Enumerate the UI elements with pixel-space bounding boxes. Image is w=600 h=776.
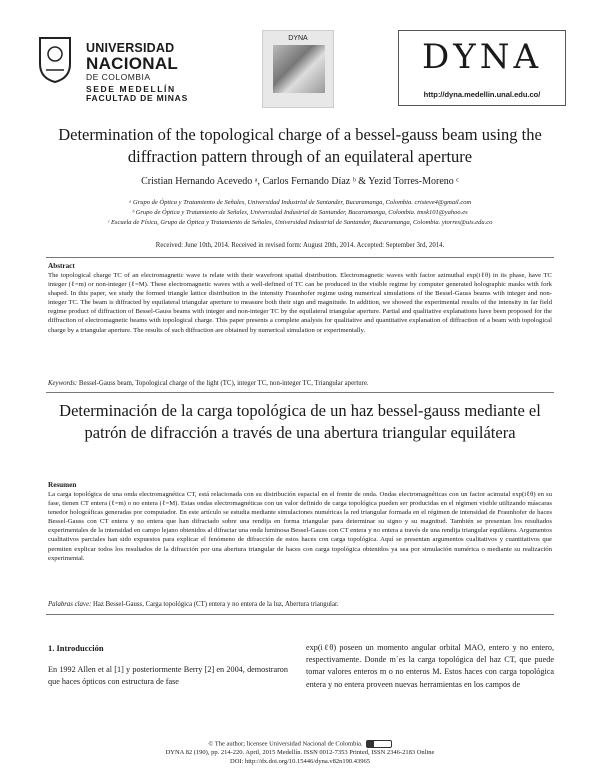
cover-image — [273, 45, 325, 93]
affiliations — [40, 198, 560, 228]
resumen-text: La carga topológica de una onda electromagnética CT, está relacionada con su distribución espacial en el frente de onda. Ondas electromagnéticas con un factor acimutal exp(iℓθ) en su fase, tienen CT entera (ℓ=m) o no entera (ℓ=M). Estas ondas electromagnéticas con un valor definido de carga topológica pueden ser producidas en el régimen visible utilizando máscaras tenedor holográficas generadas por computador. En este artículo se estudia mediante simulaciones numéricas la red triangular formada en el régimen de intensidad de Fraunhofer de haces Bessel-Gauss con CT entera y no entera que han difractado sobre una rendija en forma triangular para determinar su signo y su magnitud. También se presentan los resultados experimentales de la intensidad en campo lejano obtenidos al difractar una onda luminosa Bessel-Gauss con CT entera y no entera a través de una rendija triangular equilátera. Argumentos cualitativos parciales han sido expuestos para explicar el fenómeno de difracción de estos haces con carga topológica. Aquí se presentan argumentos cualitativos y cuantitativos que permiten explicar todos los resultados de la difracción por una abertura triangular de haces con carga topológica obtenidos ya sea por simulación numérica o mediante su realización experimental. — [48, 491, 552, 562]
keywords-text: Bessel-Gauss beam, Topological charge of the light (TC), integer TC, non-integer TC, Triangular aperture. — [78, 380, 369, 387]
paper-title-es: Determinación de la carga topológica de un haz bessel-gauss mediante el patrón de difracción a través de una abertura triangular equilátera — [59, 401, 541, 442]
received-dates: Received: June 10th, 2014. Received in revised form: August 20th, 2014. Accepted: September 3rd, 2014. — [155, 242, 445, 249]
affiliation-b: ᵇ Grupo de Óptica y Tratamiento de Señales, Universidad Industrial de Santander, Bucaramanga, Colombia. tmsk101@yahoo.es — [132, 209, 468, 216]
column-left — [48, 642, 288, 689]
palabras-label: Palabras clave: — [48, 601, 92, 608]
university-line2: NACIONAL — [86, 53, 179, 73]
journal-name: DYNA — [421, 37, 542, 77]
page-footer — [40, 740, 560, 767]
column-right — [306, 642, 554, 691]
abstract-heading: Abstract — [48, 262, 75, 270]
copyright-line: © The author; licensee Universidad Nacional de Colombia. — [40, 740, 560, 749]
cover-title: DYNA — [288, 35, 308, 42]
journal-masthead — [398, 30, 566, 106]
section-heading: 1. Introducción — [48, 643, 104, 653]
section-text-right: exp(iℓθ) poseen un momento angular orbital MAO, entero y no entero, respectivamente. Donde m´es la carga topológica del haz CT, que puede tomar valores enteros m o no enteros M. Estos haces con carga topológica entera y no entera proveen nuevas herramientas en los campos de — [306, 643, 554, 689]
university-line3: DE COLOMBIA — [86, 71, 151, 82]
divider — [46, 614, 554, 615]
doi-line[interactable]: DOI: http://dx.doi.org/10.15446/dyna.v82n190.43965 — [230, 758, 370, 766]
journal-url[interactable]: http://dyna.medellin.unal.edu.co/ — [423, 90, 541, 99]
university-name — [86, 42, 188, 102]
resumen-heading: Resumen — [48, 481, 77, 489]
page-header — [36, 28, 566, 108]
university-line1: UNIVERSIDAD — [86, 41, 175, 55]
divider — [46, 392, 554, 393]
divider — [46, 257, 554, 258]
palabras-clave — [48, 601, 552, 608]
affiliation-c: ᶜ Escuela de Física, Grupo de Óptica y Tratamiento de Señales, Universidad Industrial de Santander, Bucaramanga, Colombia. ytorres@uis.edu.co — [107, 219, 493, 226]
affiliation-a: ᵃ Grupo de Óptica y Tratamiento de Señales, Universidad Industrial de Santander, Bucaramanga, Colombia. cristeve4@gmail.com — [128, 199, 472, 206]
abstract-text: The topological charge TC of an electromagnetic wave is relate with their wavefront spatial distribution. Electromagnetic waves with factor azimuthal exp(iℓθ) in its phase, have TC integer (ℓ=m) or non-integer (ℓ=M). These electromagnetic waves with a well-defined of TC can be produced in the visible regime by computer generated holographic masks with fork shaped. In this paper, we study the formed triangle lattice distribution in the intensity Fraunhofer regime using numerical simulations of the Bessel-Gauss beams with integer and non-integer TC. The beam is diffracted by equilateral triangular aperture to measure both their sign and magnitude. In addition, we showed the experimental results of the intensity in far field regime product of diffraction of Bessel-Gauss beams with integer and non-integer TC by the equilateral triangular aperture. Partial and qualitative explanations have been proposed for the diffraction of electromagnetic beams with topological charge. This paper presents a complete analysis for qualitative and quantitative explanation of diffraction of a beam with topological charge by a triangular aperture. The results of such diffraction are obtained by numerical simulation or experimentally. — [48, 272, 552, 334]
journal-cover-thumbnail — [262, 30, 334, 108]
keywords-label: Keywords: — [48, 380, 78, 387]
paper-title-en: Determination of the topological charge of a bessel-gauss beam using the diffraction pattern through of an equilateral aperture — [58, 125, 542, 166]
keywords — [48, 380, 552, 387]
university-shield-icon — [36, 34, 74, 84]
cc-license-icon — [366, 740, 392, 748]
authors-line: Cristian Hernando Acevedo ᵃ, Carlos Fernando Díaz ᵇ & Yezid Torres-Moreno ᶜ — [141, 176, 459, 187]
citation-line: DYNA 82 (190), pp. 214-220. April, 2015 Medellín. ISSN 0012-7353 Printed, ISSN 2346-2183 Online — [165, 749, 435, 757]
palabras-text: Haz Bessel-Gauss, Carga topológica (CT) entera y no entera de la luz, Abertura triangular. — [92, 601, 339, 608]
sede-label: SEDE MEDELLÍN — [86, 84, 176, 94]
section-text-left: En 1992 Allen et al [1] y posteriormente Berry [2] en 2004, demostraron que haces ópticos con estructura de fase — [48, 665, 288, 687]
faculty-label: FACULTAD DE MINAS — [86, 92, 189, 103]
